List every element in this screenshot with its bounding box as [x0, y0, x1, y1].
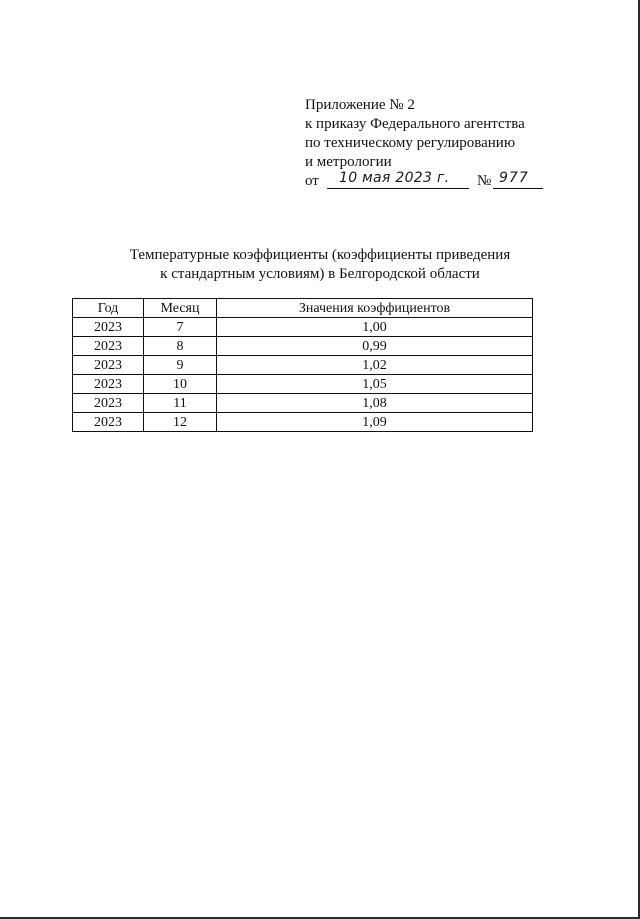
header-month: Месяц	[144, 299, 217, 318]
cell-coefficient: 1,09	[217, 413, 533, 432]
coefficients-table	[72, 298, 533, 432]
order-number-label: №	[477, 173, 492, 189]
cell-month: 9	[144, 356, 217, 375]
appendix-header	[305, 96, 525, 172]
header-year: Год	[73, 299, 144, 318]
order-number-handwritten: 977	[499, 170, 529, 186]
cell-year: 2023	[73, 318, 144, 337]
cell-coefficient: 1,00	[217, 318, 533, 337]
table-row	[73, 337, 533, 356]
cell-coefficient: 1,05	[217, 375, 533, 394]
cell-year: 2023	[73, 413, 144, 432]
cell-month: 12	[144, 413, 217, 432]
document-title-line-1: Температурные коэффициенты (коэффициенты приведения	[129, 247, 511, 263]
header-coefficient: Значения коэффициентов	[217, 299, 533, 318]
table-row	[73, 413, 533, 432]
cell-month: 11	[144, 394, 217, 413]
appendix-line-1: Приложение № 2	[305, 97, 415, 113]
appendix-line-3: по техническому регулированию	[305, 135, 516, 151]
cell-coefficient: 0,99	[217, 337, 533, 356]
table-header-row	[73, 299, 533, 318]
appendix-line-4: и метрологии	[305, 154, 392, 170]
order-from-label: от	[305, 173, 319, 189]
cell-year: 2023	[73, 394, 144, 413]
order-date-handwritten: 10 мая 2023 г.	[339, 170, 450, 186]
order-date-blank	[327, 170, 469, 189]
cell-month: 7	[144, 318, 217, 337]
table-row	[73, 394, 533, 413]
table-row	[73, 356, 533, 375]
appendix-line-2: к приказу Федерального агентства	[305, 116, 525, 132]
cell-coefficient: 1,02	[217, 356, 533, 375]
document-title	[0, 246, 640, 284]
cell-year: 2023	[73, 356, 144, 375]
table-row	[73, 375, 533, 394]
document-title-line-2: к стандартным условиям) в Белгородской области	[160, 266, 480, 282]
cell-month: 10	[144, 375, 217, 394]
cell-month: 8	[144, 337, 217, 356]
table-row	[73, 318, 533, 337]
order-number-blank	[493, 170, 543, 189]
cell-year: 2023	[73, 375, 144, 394]
cell-coefficient: 1,08	[217, 394, 533, 413]
cell-year: 2023	[73, 337, 144, 356]
